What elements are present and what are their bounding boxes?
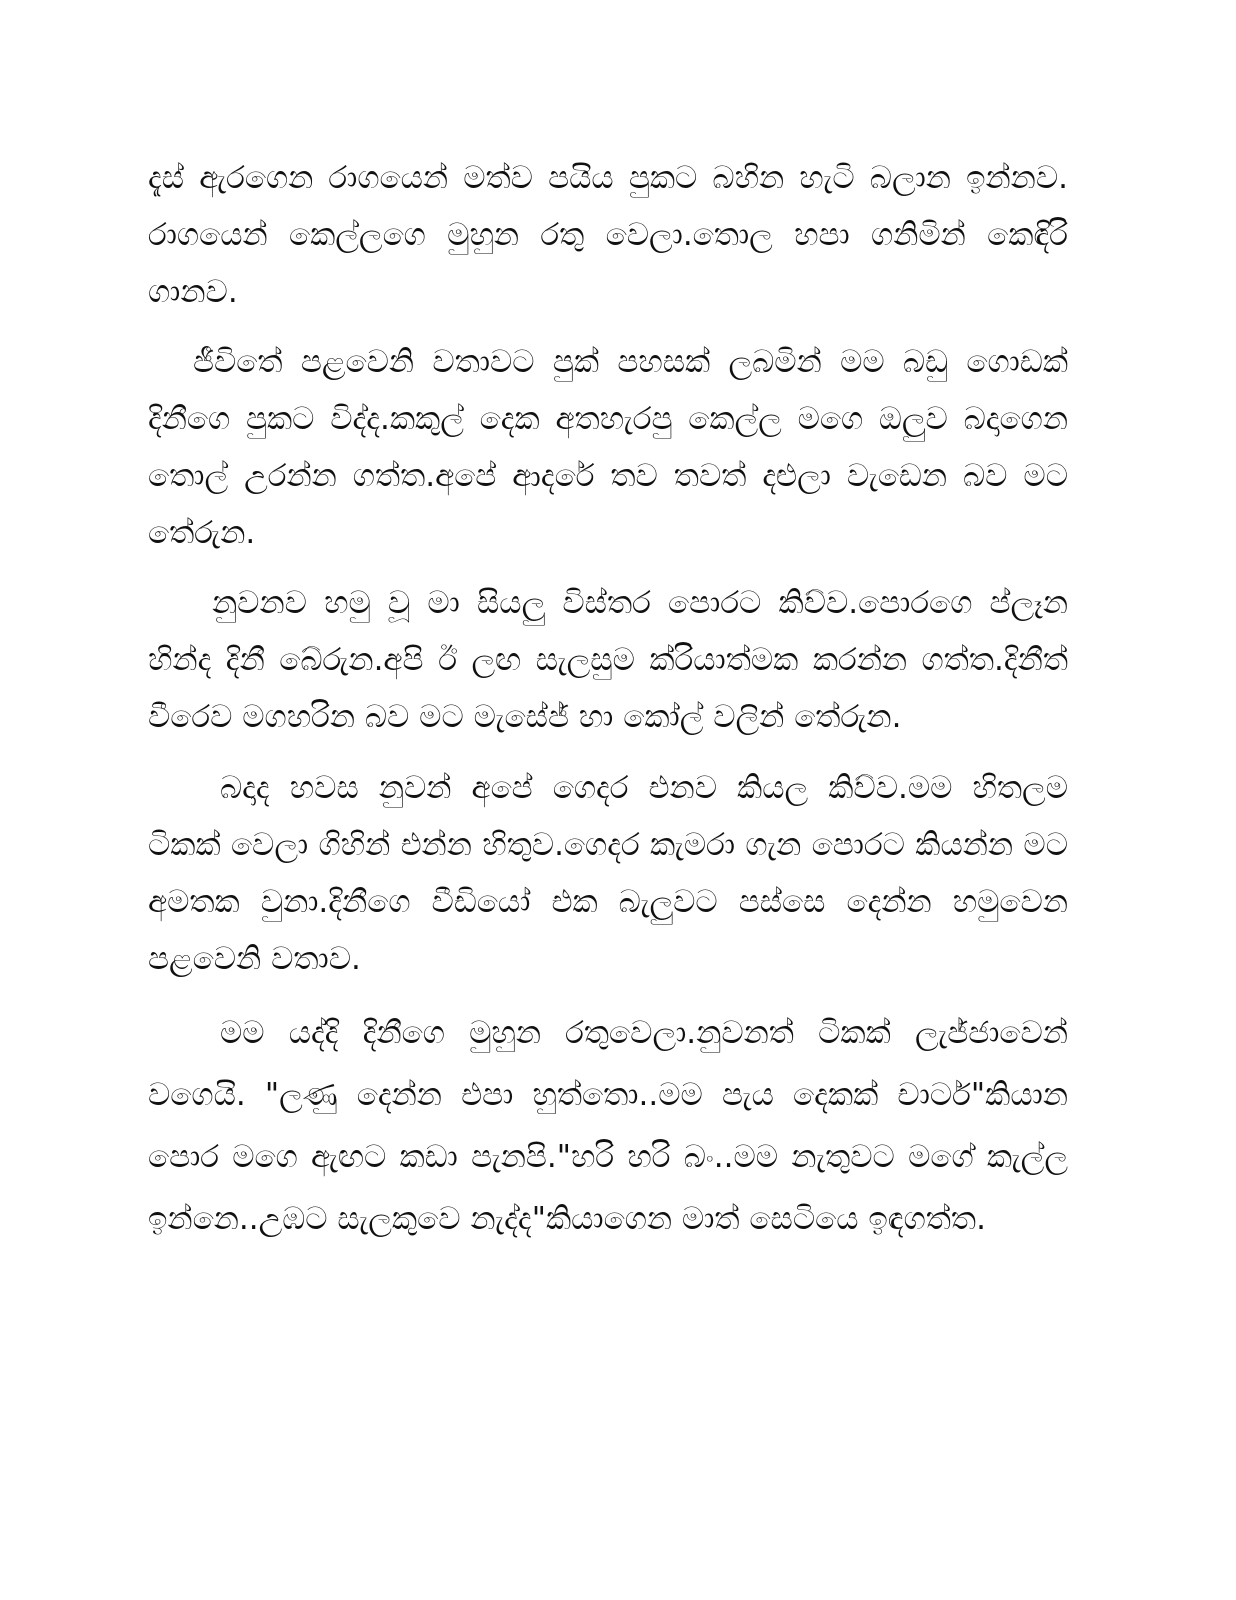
paragraph-5: මම යද්දි දිනීගෙ මුහුන රතුවෙලා.නුවනත් ටිකක් ලැජ්ජාවෙන් වගෙයි. "ලණු දෙන්න එපා හුත්තො..මම පැය දෙකක් චාටර්"කියාන පොර මගෙ ඇඟට කඩා පැනපි."හරි හරි බං..මම නැතුවට මගේ කැල්ල ඉන්නෙ..උඹට සැලකුවෙ නැද්ද"කියාගෙන මාත් සෙටියෙ ඉඳගත්ත. (148, 1015, 1068, 1237)
paragraph-1: දැස් ඇරගෙන රාගයෙන් මත්ව පයිය පුකට බහින හැටි බලාන ඉන්නව. රාගයෙන් කෙල්ලගෙ මුහුන රතු වෙලා.තොල හපා ගනිමින් කෙඳිරි ගානව. (148, 160, 1068, 310)
paragraph-3: නුවනව හමු වූ මා සියලු විස්තර පොරට කිව්ව.පොරගෙ ප්ලෑන හින්ද දිනී බේරුන.අපි ඊ ලඟ සැලසුම ක්රියාත්මක කරන්න ගත්ත.දිනීත් වීරෙව මගහරින බව මට මැසේජ් හා කෝල් වලින් තේරුන. (148, 585, 1068, 735)
paragraph-2: ජීවිතේ පළවෙනි වතාවට පුක් පහසක් ලබමින් මම බඩු ගොඩක් දිනීගෙ පුකට විද්ද.කකුල් දෙක අතහැරපු කෙල්ල මගෙ ඔලුව බදාගෙන තොල් උරන්න ගත්ත.අපේ ආදරේ තව තවත් දළුලා වැඩෙන බව මට තේරුන. (148, 344, 1068, 551)
body-text (148, 150, 1068, 1250)
paragraph-4: බදාද හවස නුවන් අපේ ගෙදර එනව කියල කිව්ව.මම හිතලම ටිකක් වෙලා ගිහින් එන්න හිතුව.ගෙදර කැමරා ගැන පොරට කියන්න මට අමතක වුනා.දිනීගෙ වීඩියෝ එක බැලුවට පස්සෙ දෙන්න හමුවෙන පළවෙනි වතාව. (148, 770, 1068, 977)
